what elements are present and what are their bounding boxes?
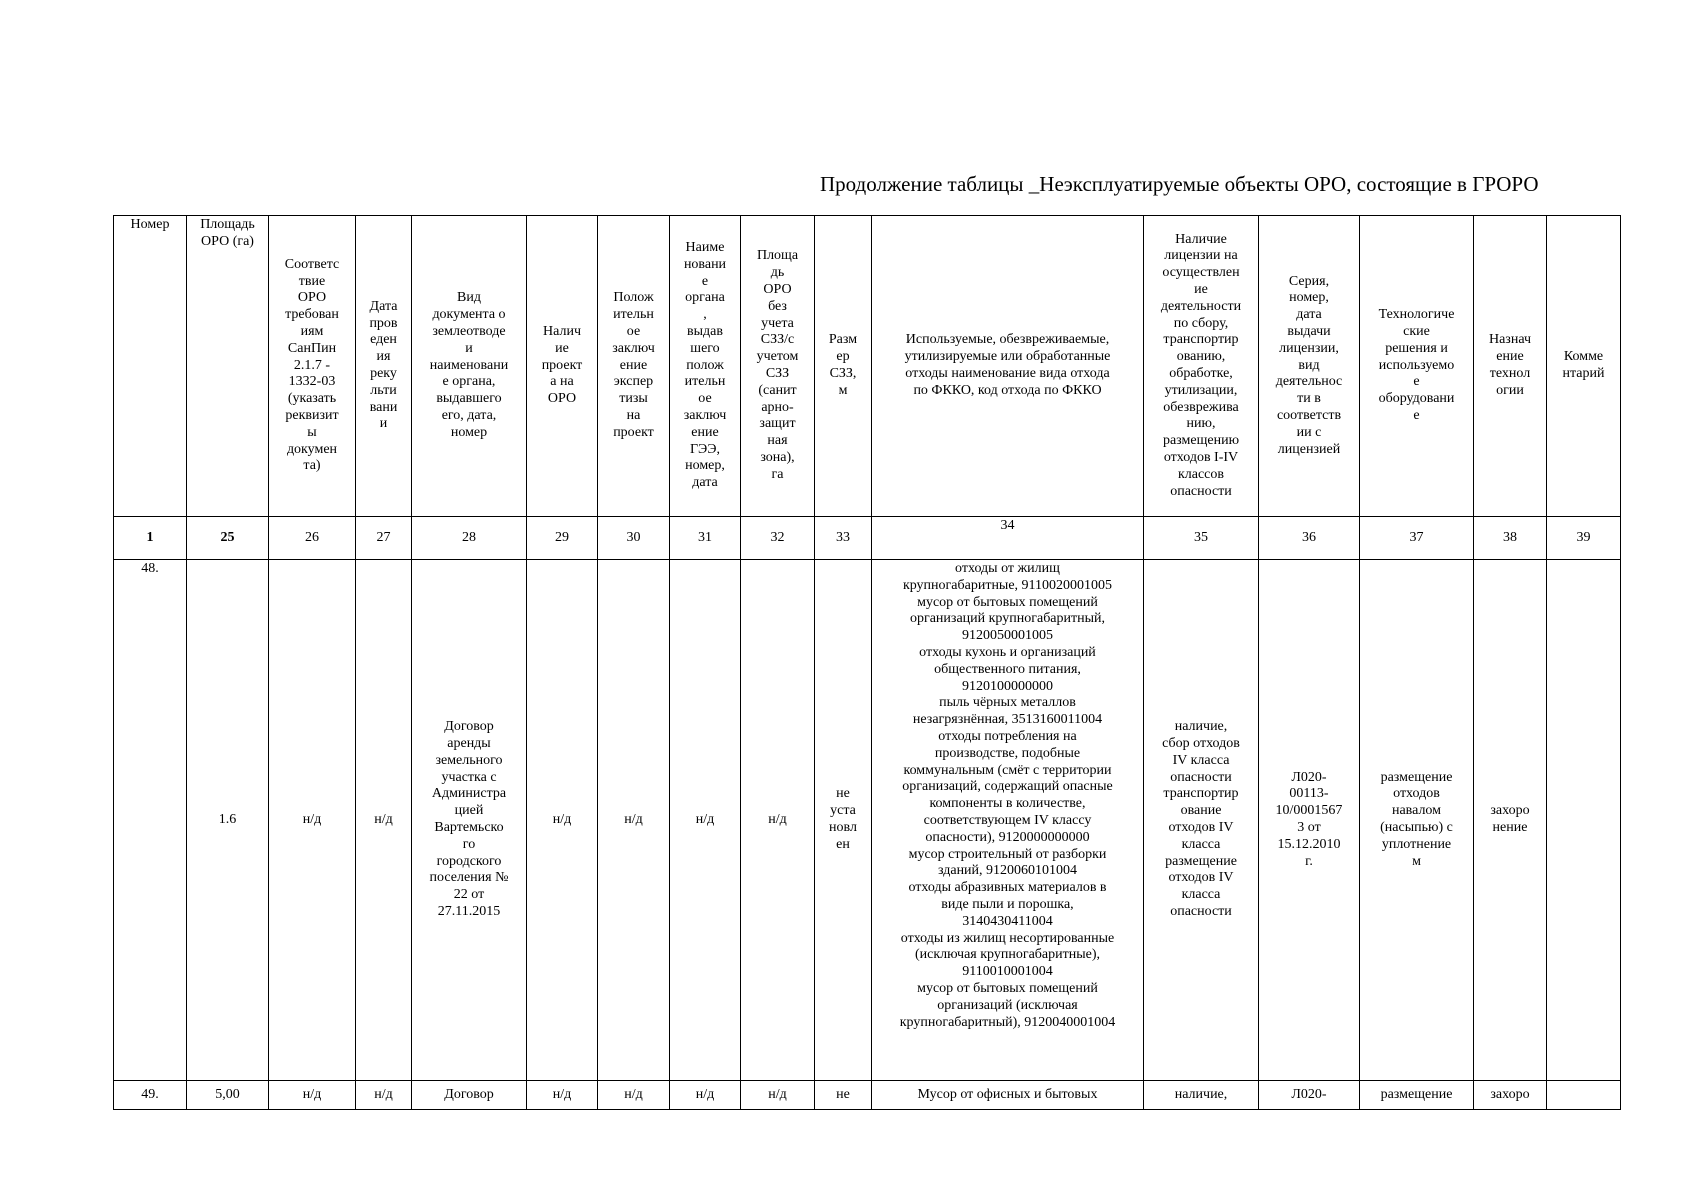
column-number: 39: [1547, 517, 1621, 560]
cell-line: отходы потребления на: [938, 728, 1077, 744]
header-line: е: [1413, 407, 1420, 423]
cell-line: 3140430411004: [962, 913, 1053, 929]
header-line: экспер: [613, 374, 654, 390]
header-line: Номер: [130, 217, 170, 232]
header-cell: [412, 216, 527, 517]
technology-purpose: захоро: [1474, 1081, 1547, 1110]
header-line: СЗЗ: [765, 366, 790, 381]
cell-line: го: [462, 836, 476, 852]
header-line: а на: [550, 374, 574, 390]
header-line: лицензии на: [1164, 248, 1238, 264]
header-cell: [670, 216, 741, 517]
header-line: наименовани: [429, 357, 509, 373]
cell-line: крупногабаритный), 9120040001004: [899, 1014, 1116, 1030]
cell-line: размещение: [1380, 769, 1453, 785]
header-line: вани: [369, 399, 398, 415]
cell-line: ен: [836, 836, 850, 852]
technology-purpose: [1474, 560, 1547, 1081]
land-allotment-document: [412, 560, 527, 1081]
header-cell: [1474, 216, 1547, 517]
header-cell: [1144, 216, 1259, 517]
header-line: новани: [683, 256, 727, 272]
column-number: 38: [1474, 517, 1547, 560]
header-line: ы: [307, 424, 317, 440]
header-cell: [1360, 216, 1474, 517]
column-number: 30: [598, 517, 670, 560]
cell-line: незагрязнённая, 3513160011004: [912, 712, 1103, 728]
cell-line: земельного: [435, 752, 503, 768]
column-number: 28: [412, 517, 527, 560]
oro-area: 5,00: [187, 1081, 269, 1110]
cell-line: нение: [1492, 820, 1528, 835]
header-line: е: [1413, 374, 1420, 390]
header-line: ная: [767, 433, 788, 449]
header-line: нтарий: [1562, 366, 1605, 381]
header-line: и: [379, 416, 388, 432]
cell-line: 3 от: [1297, 820, 1321, 835]
header-line: м: [838, 382, 848, 398]
cell-line: 9120100000000: [962, 678, 1053, 694]
cell-line: 9120050001005: [962, 628, 1053, 644]
header-line: Вид: [457, 290, 481, 306]
header-line: соответств: [1276, 407, 1342, 423]
waste-list: Мусор от офисных и бытовых: [872, 1081, 1144, 1110]
cell-line: пыль чёрных металлов: [939, 695, 1076, 711]
header-line: ие: [1194, 282, 1208, 298]
license-availability: наличие,: [1144, 1081, 1259, 1110]
cell-line: г.: [1305, 853, 1313, 869]
header-line: зона),: [760, 449, 795, 465]
header-line: учета: [761, 315, 794, 331]
header-line: ительн: [613, 307, 654, 323]
header-line: 2.1.7 -: [293, 357, 331, 373]
cell-line: мусор строительный от разборки: [908, 846, 1107, 862]
license-availability: [1144, 560, 1259, 1081]
cell-line: 22 от: [453, 887, 485, 903]
header-cell: [598, 216, 670, 517]
cell-line: 10/0001567: [1275, 803, 1343, 819]
sanpin-compliance: н/д: [269, 1081, 356, 1110]
header-line: ОРО: [547, 391, 577, 407]
header-line: его, дата,: [441, 407, 497, 423]
header-cell: [872, 216, 1144, 517]
header-line: ое: [698, 391, 712, 407]
header-line: ительн: [684, 374, 726, 390]
header-line: реквизит: [285, 407, 339, 423]
cell-line: наличие,: [1174, 719, 1228, 735]
header-line: га: [771, 466, 784, 482]
page-title: Продолжение таблицы _Неэксплуатируемые объекты ОРО, состоящие в ГРОРО: [820, 172, 1539, 196]
header-line: обработке,: [1169, 366, 1233, 381]
header-line: (санит: [758, 382, 797, 398]
header-line: Полож: [613, 290, 654, 306]
header-line: ение: [691, 424, 719, 440]
cell-line: навалом: [1391, 803, 1442, 819]
recultivation-date: н/д: [356, 560, 412, 1081]
header-line: ованию,: [1176, 349, 1226, 365]
row-number: 48.: [114, 560, 187, 1081]
technology-solutions: [1360, 560, 1474, 1081]
cell-line: отходы из жилищ несортированные: [900, 930, 1115, 946]
header-line: Серия,: [1288, 273, 1330, 289]
header-line: еден: [370, 332, 397, 348]
cell-line: 00113-: [1289, 786, 1329, 802]
cell-line: опасности), 9120000000000: [925, 829, 1090, 845]
header-line: ое: [626, 324, 641, 339]
header-line: заключ: [683, 407, 727, 423]
cell-line: опасности: [1170, 769, 1232, 785]
cell-line: отходов: [1393, 786, 1440, 802]
license-details: Л020-: [1259, 1081, 1360, 1110]
header-cell: [269, 216, 356, 517]
header-line: ти в: [1297, 391, 1321, 407]
header-line: иям: [300, 324, 324, 339]
cell-line: компоненты в количестве,: [929, 796, 1086, 812]
cell-line: сбор отходов: [1162, 736, 1240, 752]
cell-line: новл: [829, 820, 857, 835]
header-line: Площа: [756, 248, 799, 264]
header-line: твие: [298, 273, 326, 289]
gee-authority: н/д: [670, 1081, 741, 1110]
cell-line: размещение: [1165, 853, 1237, 869]
column-number: 36: [1259, 517, 1360, 560]
expertise-conclusion: н/д: [598, 560, 670, 1081]
header-cell: [187, 216, 269, 517]
header-line: нию,: [1186, 416, 1216, 432]
cell-line: отходы от жилищ: [955, 561, 1060, 576]
cell-line: отходы кухонь и организаций: [919, 644, 1096, 660]
project-availability: н/д: [527, 1081, 598, 1110]
header-line: е органа,: [442, 374, 496, 390]
header-line: номер,: [1289, 290, 1329, 306]
cell-line: уста: [830, 803, 856, 819]
column-number: 37: [1360, 517, 1474, 560]
header-line: вид: [1298, 357, 1320, 373]
header-line: ские: [1403, 324, 1430, 339]
cell-line: м: [1412, 853, 1421, 869]
cell-line: мусор от бытовых помещений: [917, 980, 1098, 996]
cell-line: организаций (исключая: [937, 997, 1078, 1013]
column-number-row: [114, 517, 1621, 560]
cell-line: соответствующем IV классу: [923, 812, 1092, 828]
header-line: реку: [370, 366, 397, 381]
header-line: Налич: [543, 324, 581, 339]
expertise-conclusion: н/д: [598, 1081, 670, 1110]
header-cell: [356, 216, 412, 517]
cell-line: цией: [454, 803, 484, 819]
cell-line: Договор: [444, 719, 494, 735]
header-line: используемо: [1378, 357, 1455, 373]
header-line: номер: [450, 424, 488, 440]
cell-line: организаций, содержащий опасные: [902, 779, 1113, 795]
header-line: ОРО: [763, 282, 792, 298]
szz-size: не: [815, 1081, 872, 1110]
header-line: органа: [685, 290, 725, 306]
header-line: технол: [1489, 366, 1531, 381]
header-line: Назнач: [1488, 332, 1532, 348]
header-line: СЗЗ,: [829, 366, 857, 381]
column-number: 32: [741, 517, 815, 560]
area-szz: н/д: [741, 560, 815, 1081]
cell-line: уплотнение: [1381, 836, 1452, 852]
header-line: докумен: [286, 441, 338, 457]
oro-area: 1.6: [187, 560, 269, 1081]
header-line: пров: [369, 315, 398, 331]
header-line: отходы наименование вида отхода: [905, 366, 1110, 381]
header-line: решения и: [1385, 340, 1448, 356]
column-number: 25: [187, 517, 269, 560]
header-line: (указать: [287, 391, 337, 407]
header-line: утилизации,: [1164, 382, 1238, 398]
column-number: 33: [815, 517, 872, 560]
szz-size: [815, 560, 872, 1081]
header-line: е: [701, 273, 709, 289]
comment: [1547, 560, 1621, 1081]
cell-line: отходов IV: [1168, 870, 1234, 886]
cell-line: Вартемьско: [434, 820, 504, 835]
column-number: 27: [356, 517, 412, 560]
table-row: [114, 1081, 1621, 1110]
header-line: полож: [686, 357, 724, 373]
cell-line: городского: [436, 853, 502, 869]
header-line: осуществлен: [1162, 265, 1240, 281]
header-line: лицензией: [1277, 441, 1341, 457]
cell-line: поселения №: [429, 870, 509, 886]
comment: [1547, 1081, 1621, 1110]
header-line: размещению: [1162, 433, 1240, 449]
header-line: СанПин: [287, 340, 337, 356]
cell-line: Л020-: [1291, 769, 1327, 785]
land-allotment-document: Договор: [412, 1081, 527, 1110]
header-line: Используемые, обезвреживаемые,: [905, 332, 1110, 348]
header-line: дата: [1296, 307, 1322, 323]
cell-line: организаций крупногабаритный,: [909, 611, 1106, 627]
header-line: Дата: [369, 298, 398, 314]
header-line: ОРО: [297, 290, 327, 306]
header-line: по сбору,: [1173, 315, 1229, 331]
technology-solutions: размещение: [1360, 1081, 1474, 1110]
cell-line: производстве, подобные: [934, 745, 1081, 761]
header-line: требован: [285, 307, 339, 323]
cell-line: Администра: [431, 786, 507, 802]
cell-line: класса: [1181, 887, 1221, 903]
cell-line: зданий, 9120060101004: [937, 863, 1078, 879]
column-number: 26: [269, 517, 356, 560]
area-szz: н/д: [741, 1081, 815, 1110]
header-line: отходов I-IV: [1163, 449, 1239, 465]
header-line: арно-: [761, 399, 794, 415]
header-row: [114, 216, 1621, 517]
cell-line: 9110010001004: [962, 964, 1053, 980]
row-number: 49.: [114, 1081, 187, 1110]
column-number: 35: [1144, 517, 1259, 560]
header-line: ,: [703, 307, 707, 323]
header-line: учетом: [756, 349, 799, 365]
header-line: документа о: [432, 307, 506, 323]
header-line: Наличие: [1175, 231, 1227, 247]
recultivation-date: н/д: [356, 1081, 412, 1110]
header-line: без: [768, 298, 787, 314]
header-line: ОРО (га): [201, 233, 254, 249]
header-line: землеотводе: [432, 324, 506, 339]
header-line: льти: [370, 382, 397, 398]
header-line: ер: [836, 349, 850, 365]
header-line: заключ: [612, 340, 655, 356]
header-line: тизы: [619, 391, 648, 407]
header-line: лицензии,: [1279, 340, 1339, 356]
header-line: по ФККО, код отхода по ФККО: [913, 382, 1102, 398]
header-line: Площадь: [200, 217, 255, 232]
header-line: Разм: [828, 332, 858, 348]
sanpin-compliance: н/д: [269, 560, 356, 1081]
cell-line: виде пыли и порошка,: [941, 896, 1074, 912]
cell-line: (исключая крупногабаритные),: [914, 947, 1101, 963]
header-line: дата: [692, 475, 718, 491]
cell-line: IV класса: [1172, 752, 1230, 768]
header-line: ение: [619, 357, 648, 373]
cell-line: 15.12.2010: [1277, 836, 1341, 852]
cell-line: не: [836, 786, 850, 802]
header-line: ия: [376, 349, 391, 365]
cell-line: крупногабаритные, 9110020001005: [902, 577, 1113, 593]
header-line: обезврежива: [1163, 399, 1239, 415]
header-cell: [527, 216, 598, 517]
header-line: деятельнос: [1275, 374, 1343, 390]
header-line: выдав: [687, 324, 723, 339]
header-line: утилизируемые или обработанные: [904, 349, 1111, 365]
header-line: выдачи: [1287, 324, 1331, 339]
cell-line: захоро: [1490, 803, 1530, 819]
header-line: выдавшего: [436, 391, 502, 407]
header-line: проект: [613, 424, 654, 440]
column-number: 1: [114, 517, 187, 560]
header-line: опасности: [1170, 483, 1232, 499]
header-line: ГЭЭ,: [689, 441, 721, 457]
cell-line: (насыпью) с: [1380, 820, 1453, 835]
cell-line: участка с: [441, 769, 497, 785]
cell-line: аренды: [447, 736, 491, 752]
header-line: транспортир: [1163, 332, 1239, 348]
column-number: 34: [872, 517, 1144, 560]
header-line: огии: [1496, 382, 1524, 398]
header-line: Наиме: [685, 240, 725, 256]
header-cell: [1547, 216, 1621, 517]
header-line: оборудовани: [1378, 391, 1455, 407]
project-availability: н/д: [527, 560, 598, 1081]
header-line: Соответс: [284, 256, 340, 272]
cell-line: отходы абразивных материалов в: [908, 880, 1107, 896]
cell-line: ование: [1180, 803, 1222, 819]
cell-line: мусор от бытовых помещений: [917, 594, 1098, 610]
header-line: ие: [555, 340, 569, 356]
header-line: Технологиче: [1378, 307, 1455, 323]
cell-line: 27.11.2015: [437, 903, 501, 919]
cell-line: общественного питания,: [934, 661, 1081, 677]
header-cell: [741, 216, 815, 517]
header-line: номер,: [685, 458, 725, 474]
header-cell: [114, 216, 187, 517]
header-line: ение: [1496, 349, 1524, 365]
header-line: шего: [690, 340, 720, 356]
license-details: [1259, 560, 1360, 1081]
header-line: защит: [759, 416, 796, 432]
header-line: та): [303, 458, 321, 474]
waste-objects-table: [113, 215, 1621, 1110]
cell-line: опасности: [1170, 903, 1232, 919]
column-number: 31: [670, 517, 741, 560]
column-number: 29: [527, 517, 598, 560]
header-line: 1332-03: [288, 374, 336, 390]
header-cell: [1259, 216, 1360, 517]
cell-line: отходов IV: [1168, 820, 1234, 835]
header-line: деятельности: [1160, 298, 1242, 314]
header-line: ии с: [1296, 424, 1322, 440]
cell-line: транспортир: [1163, 786, 1239, 802]
header-line: и: [465, 340, 473, 356]
cell-line: класса: [1181, 836, 1221, 852]
header-line: Комме: [1563, 349, 1604, 365]
header-line: на: [626, 407, 641, 423]
header-line: проект: [541, 357, 583, 373]
header-line: СЗЗ/с: [760, 332, 795, 348]
header-line: классов: [1177, 466, 1225, 482]
table-row: [114, 560, 1621, 1081]
cell-line: коммунальным (смёт с территории: [903, 762, 1112, 778]
waste-list: [872, 560, 1144, 1081]
gee-authority: н/д: [670, 560, 741, 1081]
header-line: дь: [770, 265, 785, 281]
header-cell: [815, 216, 872, 517]
